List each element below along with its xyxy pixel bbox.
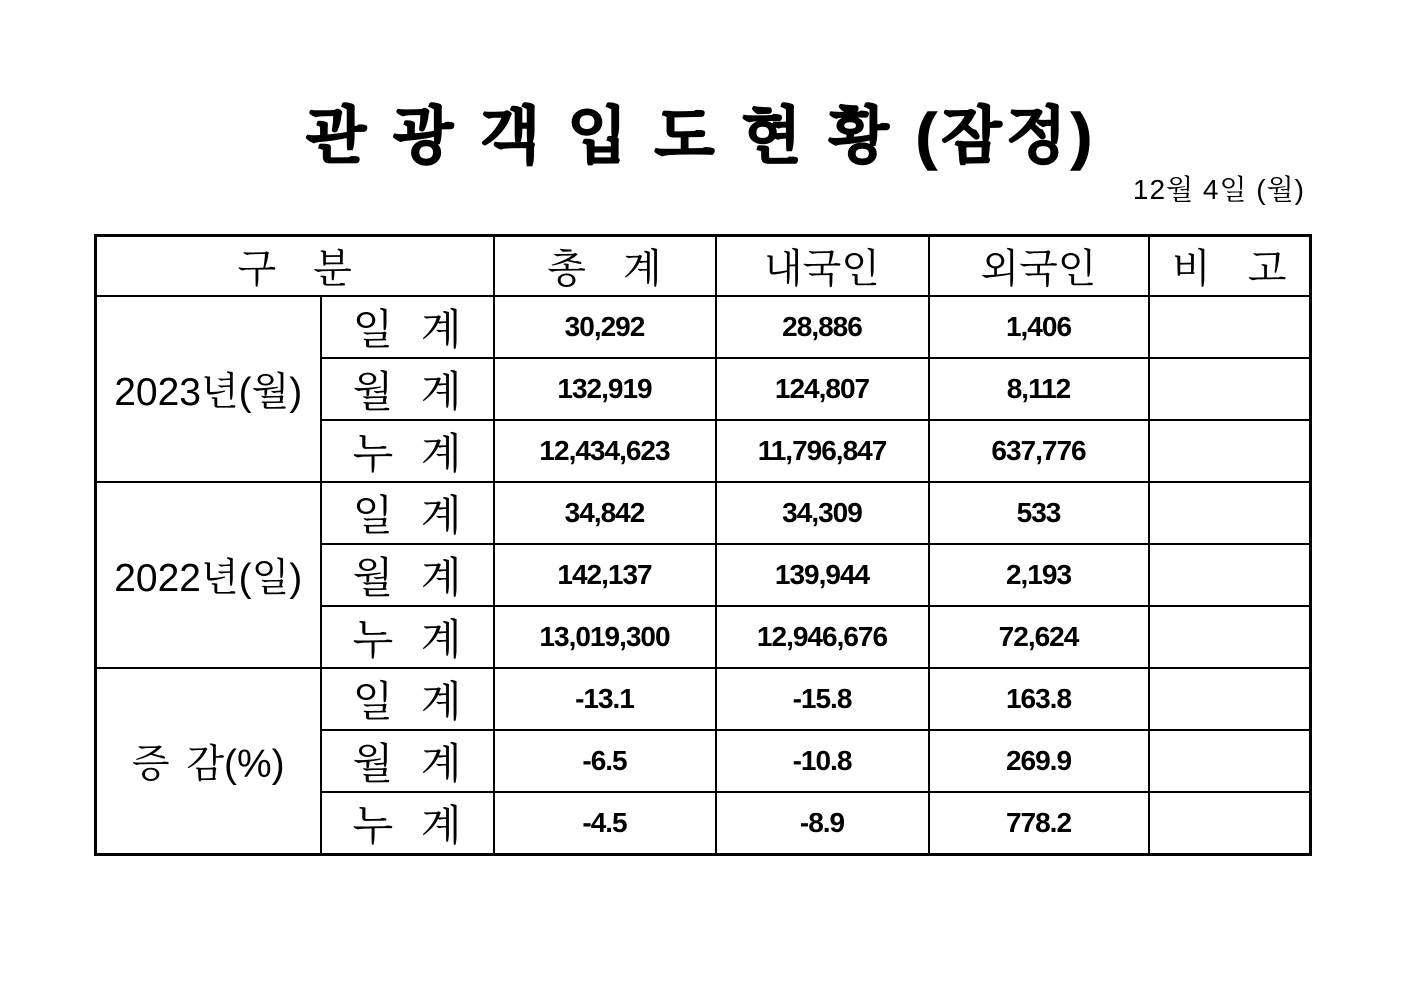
row-label-cell: 누 계 (321, 792, 494, 855)
domestic-value-cell: 139,944 (716, 544, 929, 606)
row-label-cell: 누 계 (321, 420, 494, 482)
remarks-cell (1149, 792, 1311, 855)
foreign-value-cell: 163.8 (929, 668, 1149, 730)
foreign-value-cell: 1,406 (929, 296, 1149, 358)
remarks-cell (1149, 730, 1311, 792)
remarks-cell (1149, 544, 1311, 606)
category-cell-2023: 2023년(월) (96, 296, 321, 482)
remarks-cell (1149, 606, 1311, 668)
statistics-table (94, 234, 1312, 856)
foreign-value-cell: 778.2 (929, 792, 1149, 855)
total-value-cell: 132,919 (494, 358, 716, 420)
row-label-cell: 일 계 (321, 482, 494, 544)
page-title: 관 광 객 입 도 현 황 (잠정) (306, 102, 1097, 171)
domestic-value-cell: 28,886 (716, 296, 929, 358)
foreign-value-cell: 8,112 (929, 358, 1149, 420)
row-label-cell: 월 계 (321, 730, 494, 792)
foreign-value-cell: 269.9 (929, 730, 1149, 792)
total-value-cell: -4.5 (494, 792, 716, 855)
domestic-value-cell: 34,309 (716, 482, 929, 544)
total-value-cell: 12,434,623 (494, 420, 716, 482)
header-total: 총 계 (494, 236, 716, 296)
row-label-cell: 일 계 (321, 668, 494, 730)
domestic-value-cell: 12,946,676 (716, 606, 929, 668)
table-row (96, 668, 1311, 730)
row-label-cell: 일 계 (321, 296, 494, 358)
foreign-value-cell: 533 (929, 482, 1149, 544)
total-value-cell: -13.1 (494, 668, 716, 730)
header-domestic: 내국인 (716, 236, 929, 296)
row-label-cell: 누 계 (321, 606, 494, 668)
remarks-cell (1149, 420, 1311, 482)
category-cell-change: 증 감(%) (96, 668, 321, 855)
row-label-cell: 월 계 (321, 544, 494, 606)
header-remarks: 비 고 (1149, 236, 1311, 296)
foreign-value-cell: 72,624 (929, 606, 1149, 668)
report-date: 12월 4일 (월) (1132, 174, 1305, 205)
remarks-cell (1149, 482, 1311, 544)
domestic-value-cell: 124,807 (716, 358, 929, 420)
total-value-cell: -6.5 (494, 730, 716, 792)
remarks-cell (1149, 296, 1311, 358)
domestic-value-cell: 11,796,847 (716, 420, 929, 482)
domestic-value-cell: -8.9 (716, 792, 929, 855)
domestic-value-cell: -15.8 (716, 668, 929, 730)
total-value-cell: 13,019,300 (494, 606, 716, 668)
table-row (96, 482, 1311, 544)
remarks-cell (1149, 358, 1311, 420)
category-cell-2022: 2022년(일) (96, 482, 321, 668)
total-value-cell: 30,292 (494, 296, 716, 358)
table-row (96, 296, 1311, 358)
table-header-row (96, 236, 1311, 296)
content-area (94, 172, 1309, 856)
domestic-value-cell: -10.8 (716, 730, 929, 792)
header-category: 구 분 (96, 236, 494, 296)
foreign-value-cell: 2,193 (929, 544, 1149, 606)
total-value-cell: 142,137 (494, 544, 716, 606)
total-value-cell: 34,842 (494, 482, 716, 544)
remarks-cell (1149, 668, 1311, 730)
row-label-cell: 월 계 (321, 358, 494, 420)
header-foreign: 외국인 (929, 236, 1149, 296)
foreign-value-cell: 637,776 (929, 420, 1149, 482)
